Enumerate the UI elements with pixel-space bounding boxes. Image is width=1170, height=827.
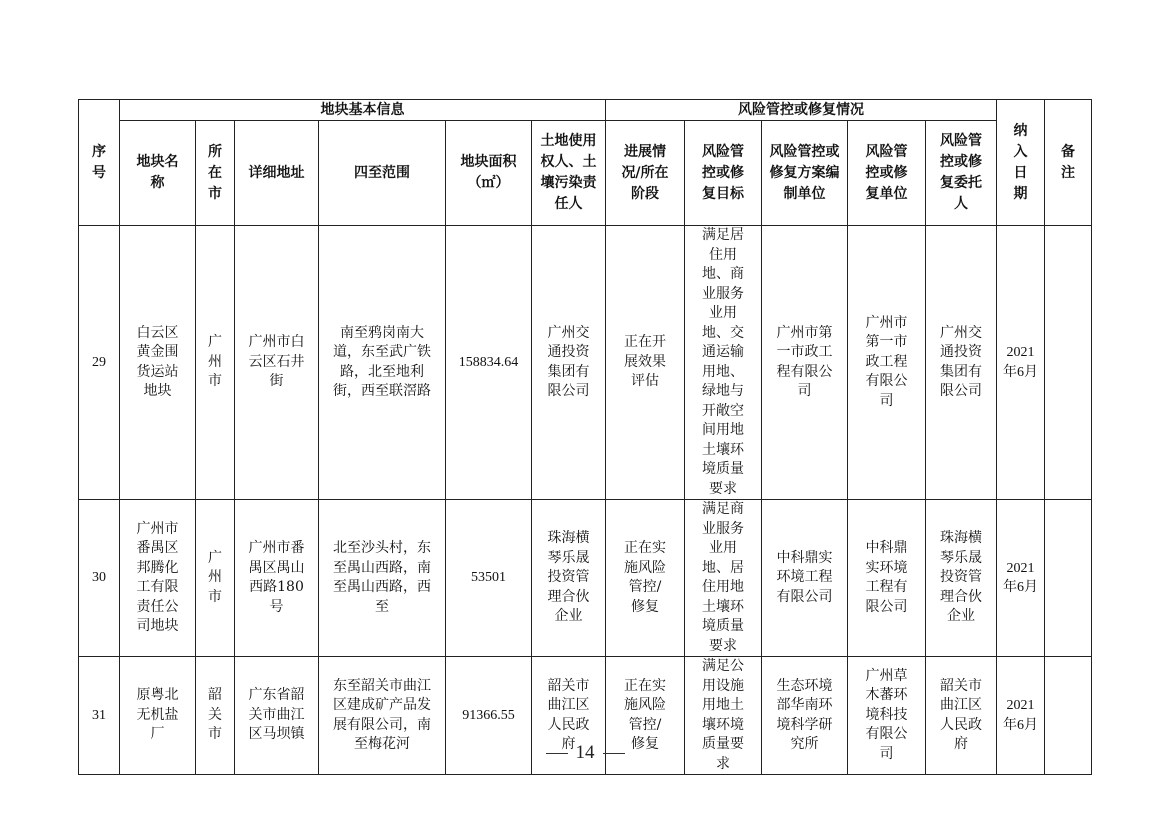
cell-responsible: 韶关市曲江区人民政府	[532, 657, 606, 775]
cell-exec-unit: 中科鼎实环境工程有限公司	[848, 500, 926, 657]
cell-address: 广东省韶关市曲江区马坝镇	[235, 657, 319, 775]
cell-area: 158834.64	[446, 226, 532, 500]
table-row	[79, 226, 1092, 500]
cell-seq: 29	[79, 226, 120, 500]
header-plot-name: 地块名称	[120, 121, 196, 226]
cell-plan-unit: 生态环境部华南环境科学研究所	[762, 657, 848, 775]
page-number: 14	[575, 742, 595, 763]
cell-plot-name: 广州市番禺区邦腾化工有限责任公司地块	[120, 500, 196, 657]
cell-target: 满足商业服务业用地、居住用地土壤环境质量要求	[685, 500, 762, 657]
cell-client: 韶关市曲江区人民政府	[926, 657, 997, 775]
dash-left	[546, 753, 568, 754]
cell-progress: 正在实施风险管控/修复	[606, 657, 685, 775]
header-remark: 备注	[1045, 100, 1092, 226]
cell-target: 满足居住用地、商业服务业用地、交通运输用地、绿地与开敞空间用地土壤环境质量要求	[685, 226, 762, 500]
cell-plan-unit: 广州市第一市政工程有限公司	[762, 226, 848, 500]
cell-plot-name: 原粤北无机盐厂	[120, 657, 196, 775]
cell-city: 广州市	[196, 500, 235, 657]
cell-seq: 30	[79, 500, 120, 657]
header-date: 纳入日期	[997, 100, 1045, 226]
table-row	[79, 500, 1092, 657]
cell-responsible: 广州交通投资集团有限公司	[532, 226, 606, 500]
header-client: 风险管控或修复委托人	[926, 121, 997, 226]
header-seq: 序号	[79, 100, 120, 226]
cell-exec-unit: 广州草木蕃环境科技有限公司	[848, 657, 926, 775]
header-address: 详细地址	[235, 121, 319, 226]
cell-client: 珠海横琴乐晟投资管理合伙企业	[926, 500, 997, 657]
column-header-row	[79, 121, 1092, 226]
cell-area: 53501	[446, 500, 532, 657]
cell-target: 满足公用设施用地土壤环境质量要求	[685, 657, 762, 775]
cell-area: 91366.55	[446, 657, 532, 775]
header-plan-unit: 风险管控或修复方案编制单位	[762, 121, 848, 226]
cell-city: 韶关市	[196, 657, 235, 775]
cell-boundaries: 南至鸦岗南大道，东至武广铁路，北至地利街，西至联滘路	[319, 226, 446, 500]
header-area: 地块面积（㎡）	[446, 121, 532, 226]
group-header-basic-info: 地块基本信息	[120, 100, 606, 121]
cell-address: 广州市白云区石井街	[235, 226, 319, 500]
header-progress: 进展情况/所在阶段	[606, 121, 685, 226]
dash-right	[603, 753, 625, 754]
cell-client: 广州交通投资集团有限公司	[926, 226, 997, 500]
cell-remark	[1045, 500, 1092, 657]
header-city: 所在市	[196, 121, 235, 226]
cell-address: 广州市番禺区禺山西路180号	[235, 500, 319, 657]
page-footer	[0, 742, 1170, 764]
cell-city: 广州市	[196, 226, 235, 500]
cell-boundaries: 东至韶关市曲江区建成矿产品发展有限公司，南至梅花河	[319, 657, 446, 775]
cell-exec-unit: 广州市第一市政工程有限公司	[848, 226, 926, 500]
cell-plan-unit: 中科鼎实环境工程有限公司	[762, 500, 848, 657]
cell-date: 2021年6月	[997, 657, 1045, 775]
cell-plot-name: 白云区黄金围货运站地块	[120, 226, 196, 500]
cell-progress: 正在实施风险管控/修复	[606, 500, 685, 657]
group-header-row	[79, 100, 1092, 121]
cell-date: 2021年6月	[997, 500, 1045, 657]
header-boundaries: 四至范围	[319, 121, 446, 226]
cell-remark	[1045, 226, 1092, 500]
header-target: 风险管控或修复目标	[685, 121, 762, 226]
header-responsible: 土地使用权人、土壤污染责任人	[532, 121, 606, 226]
group-header-risk-control: 风险管控或修复情况	[606, 100, 997, 121]
cell-progress: 正在开展效果评估	[606, 226, 685, 500]
cell-responsible: 珠海横琴乐晟投资管理合伙企业	[532, 500, 606, 657]
cell-seq: 31	[79, 657, 120, 775]
header-exec-unit: 风险管控或修复单位	[848, 121, 926, 226]
remediation-table	[78, 99, 1092, 775]
cell-date: 2021年6月	[997, 226, 1045, 500]
cell-boundaries: 北至沙头村，东至禺山西路，南至禺山西路，西至	[319, 500, 446, 657]
